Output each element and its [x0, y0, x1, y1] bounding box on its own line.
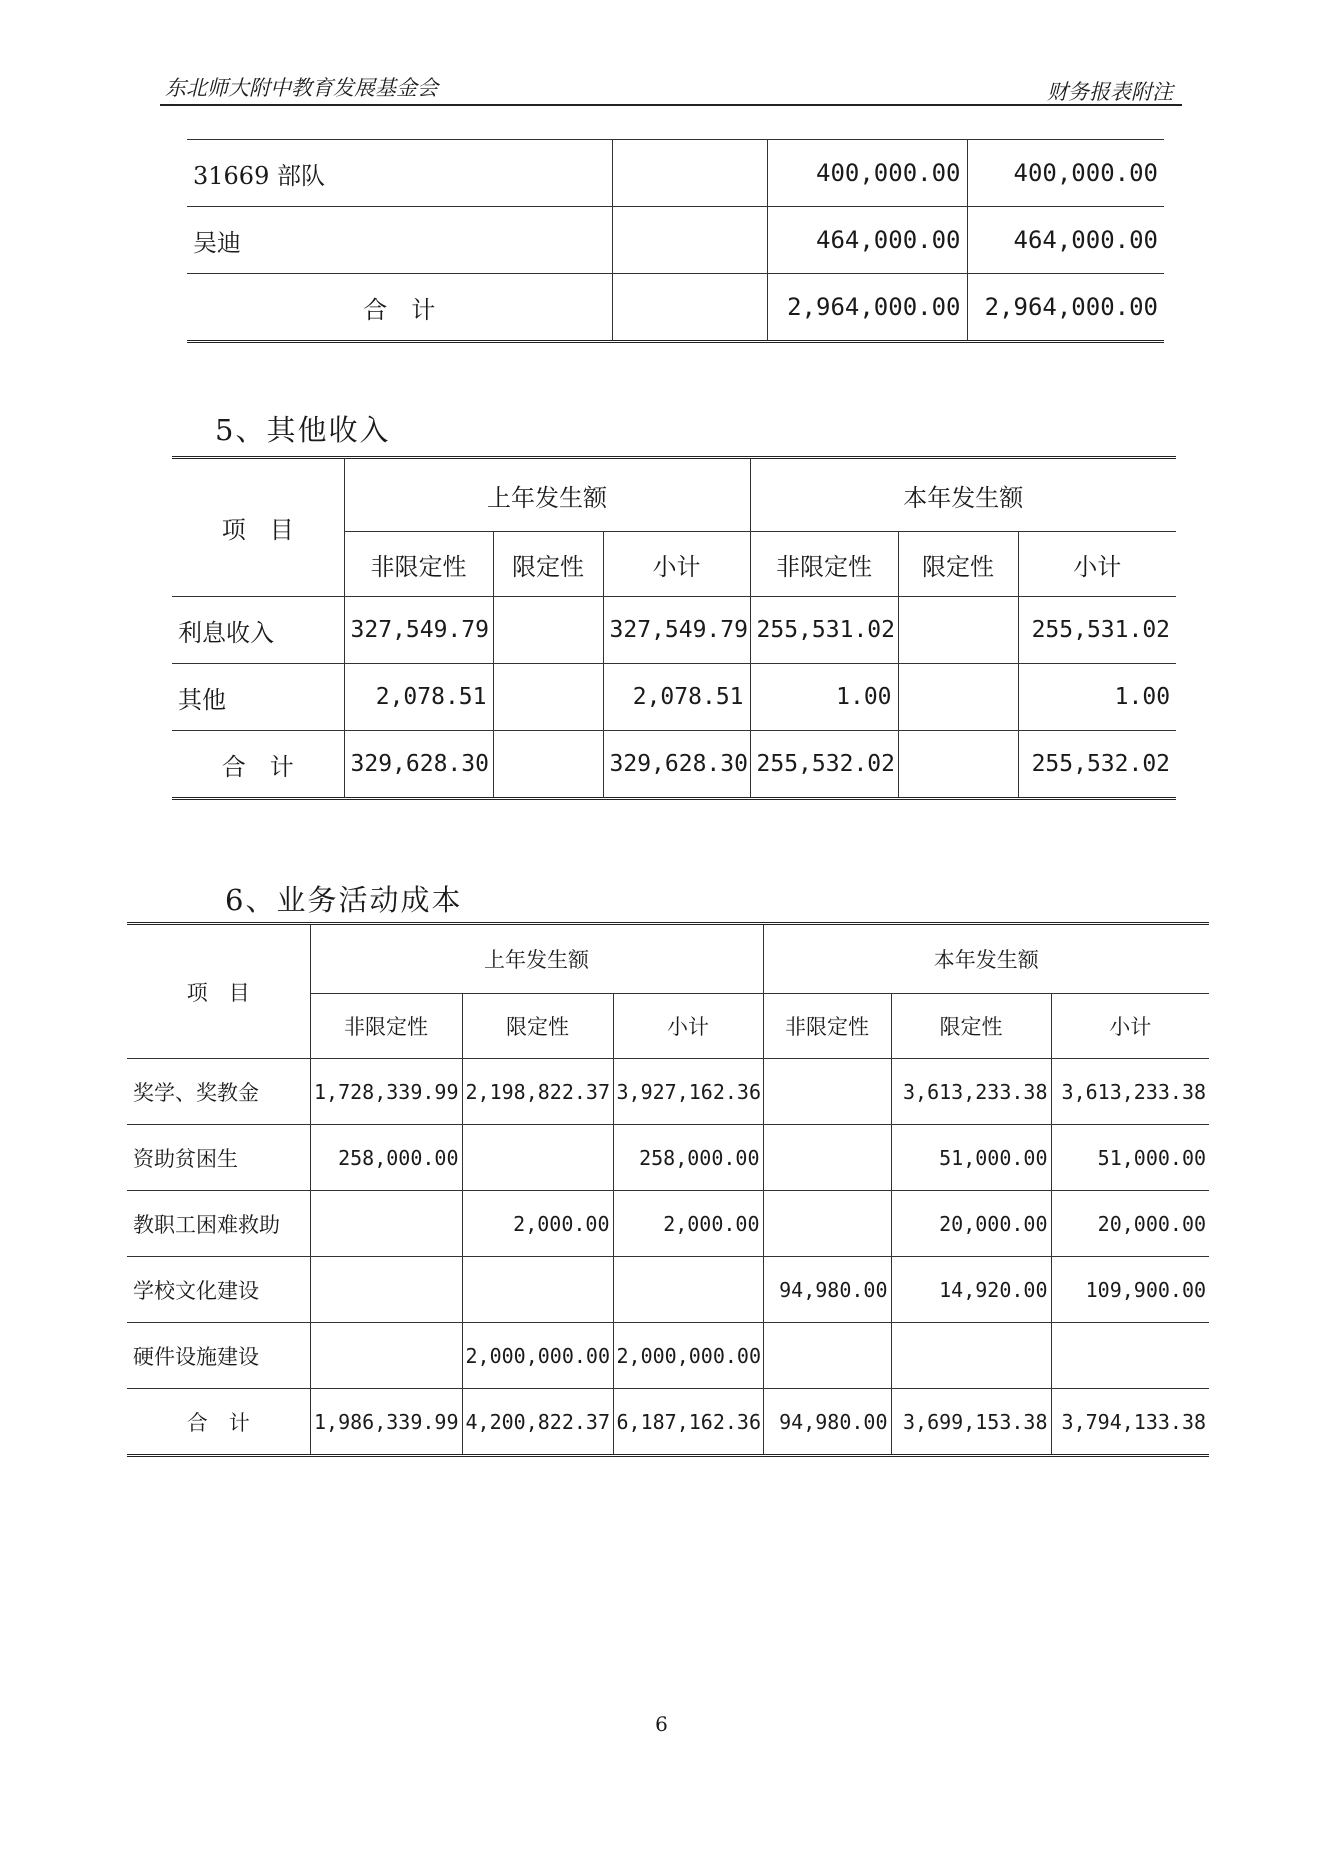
section-5-title: 5、其他收入 — [215, 413, 391, 447]
header-row — [172, 458, 1176, 532]
cell: 51,000.00 — [891, 1125, 1051, 1191]
table-total-row — [127, 1389, 1209, 1456]
cell: 4,200,822.37 — [462, 1389, 613, 1456]
cell — [613, 1257, 763, 1323]
cell — [898, 664, 1018, 731]
cell: 2,000.00 — [613, 1191, 763, 1257]
cell: 2,964,000.00 — [767, 274, 967, 342]
cell: 464,000.00 — [767, 207, 967, 274]
table-row — [172, 664, 1176, 731]
cell — [493, 597, 603, 664]
cell: 3,699,153.38 — [891, 1389, 1051, 1456]
cell — [310, 1323, 462, 1389]
cell: 258,000.00 — [310, 1125, 462, 1191]
col-header: 非限定性 — [750, 532, 898, 597]
cell: 94,980.00 — [763, 1257, 891, 1323]
cell: 258,000.00 — [613, 1125, 763, 1191]
business-cost-table — [127, 922, 1209, 1457]
cell: 2,000.00 — [462, 1191, 613, 1257]
cell: 3,927,162.36 — [613, 1059, 763, 1125]
table-row — [127, 1191, 1209, 1257]
row-name: 资助贫困生 — [127, 1125, 310, 1191]
cell: 14,920.00 — [891, 1257, 1051, 1323]
cell: 3,613,233.38 — [1051, 1059, 1209, 1125]
header-doc-title: 财务报表附注 — [1047, 80, 1173, 104]
total-label: 合 计 — [127, 1389, 310, 1456]
header-row — [127, 924, 1209, 994]
cell: 255,531.02 — [750, 597, 898, 664]
cell — [898, 597, 1018, 664]
cell — [493, 731, 603, 799]
cell: 2,964,000.00 — [967, 274, 1164, 342]
row-name: 利息收入 — [172, 597, 344, 664]
table-row — [127, 1257, 1209, 1323]
total-label: 合 计 — [172, 731, 344, 799]
col-header: 限定性 — [462, 994, 613, 1059]
cell — [310, 1191, 462, 1257]
row-name: 奖学、奖教金 — [127, 1059, 310, 1125]
col-header: 限定性 — [493, 532, 603, 597]
cell: 1,986,339.99 — [310, 1389, 462, 1456]
total-label: 合 计 — [187, 274, 612, 342]
cell: 6,187,162.36 — [613, 1389, 763, 1456]
cell: 1,728,339.99 — [310, 1059, 462, 1125]
cell: 2,000,000.00 — [462, 1323, 613, 1389]
prev-year-header: 上年发生额 — [310, 924, 763, 994]
cell: 20,000.00 — [891, 1191, 1051, 1257]
row-name: 其他 — [172, 664, 344, 731]
cell: 2,000,000.00 — [613, 1323, 763, 1389]
col-header: 限定性 — [891, 994, 1051, 1059]
col-header: 小计 — [613, 994, 763, 1059]
table-row — [187, 140, 1164, 207]
cell — [310, 1257, 462, 1323]
cell — [612, 207, 767, 274]
table-row — [172, 597, 1176, 664]
cell — [763, 1059, 891, 1125]
cell — [612, 140, 767, 207]
cell: 2,198,822.37 — [462, 1059, 613, 1125]
cell: 2,078.51 — [603, 664, 750, 731]
cell: 3,613,233.38 — [891, 1059, 1051, 1125]
row-name: 硬件设施建设 — [127, 1323, 310, 1389]
cell — [763, 1125, 891, 1191]
col-header: 非限定性 — [344, 532, 493, 597]
cell — [612, 274, 767, 342]
col-header: 限定性 — [898, 532, 1018, 597]
table-total-row — [172, 731, 1176, 799]
item-header: 项 目 — [127, 924, 310, 1059]
col-header: 非限定性 — [310, 994, 462, 1059]
prev-year-header: 上年发生额 — [344, 458, 750, 532]
cell: 327,549.79 — [344, 597, 493, 664]
col-header: 非限定性 — [763, 994, 891, 1059]
cell — [891, 1323, 1051, 1389]
header-divider — [160, 104, 1182, 106]
col-header: 小计 — [1051, 994, 1209, 1059]
cell: 1.00 — [750, 664, 898, 731]
cell: 109,900.00 — [1051, 1257, 1209, 1323]
cell: 94,980.00 — [763, 1389, 891, 1456]
cell: 400,000.00 — [767, 140, 967, 207]
table-total-row — [187, 274, 1164, 342]
cell: 51,000.00 — [1051, 1125, 1209, 1191]
item-header: 项 目 — [172, 458, 344, 597]
cell: 20,000.00 — [1051, 1191, 1209, 1257]
cell: 327,549.79 — [603, 597, 750, 664]
table-row — [127, 1125, 1209, 1191]
cell: 1.00 — [1018, 664, 1176, 731]
cell — [462, 1257, 613, 1323]
cell: 255,532.02 — [1018, 731, 1176, 799]
row-name: 学校文化建设 — [127, 1257, 310, 1323]
donation-continuation-table — [187, 139, 1164, 343]
cell: 255,531.02 — [1018, 597, 1176, 664]
table-row — [127, 1323, 1209, 1389]
cell — [1051, 1323, 1209, 1389]
cell: 2,078.51 — [344, 664, 493, 731]
row-name: 31669 部队 — [187, 140, 612, 207]
section-6-title: 6、业务活动成本 — [225, 883, 463, 917]
cell: 464,000.00 — [967, 207, 1164, 274]
cell: 329,628.30 — [603, 731, 750, 799]
other-income-table — [172, 456, 1176, 800]
cell: 329,628.30 — [344, 731, 493, 799]
header-org: 东北师大附中教育发展基金会 — [165, 76, 438, 100]
table-row — [127, 1059, 1209, 1125]
row-name: 教职工困难救助 — [127, 1191, 310, 1257]
row-name: 吴迪 — [187, 207, 612, 274]
cell — [493, 664, 603, 731]
this-year-header: 本年发生额 — [763, 924, 1209, 994]
col-header: 小计 — [603, 532, 750, 597]
cell: 3,794,133.38 — [1051, 1389, 1209, 1456]
cell — [763, 1191, 891, 1257]
table-row — [187, 207, 1164, 274]
cell — [462, 1125, 613, 1191]
cell: 400,000.00 — [967, 140, 1164, 207]
page-number: 6 — [655, 1712, 668, 1736]
this-year-header: 本年发生额 — [750, 458, 1176, 532]
cell — [763, 1323, 891, 1389]
col-header: 小计 — [1018, 532, 1176, 597]
cell: 255,532.02 — [750, 731, 898, 799]
cell — [898, 731, 1018, 799]
